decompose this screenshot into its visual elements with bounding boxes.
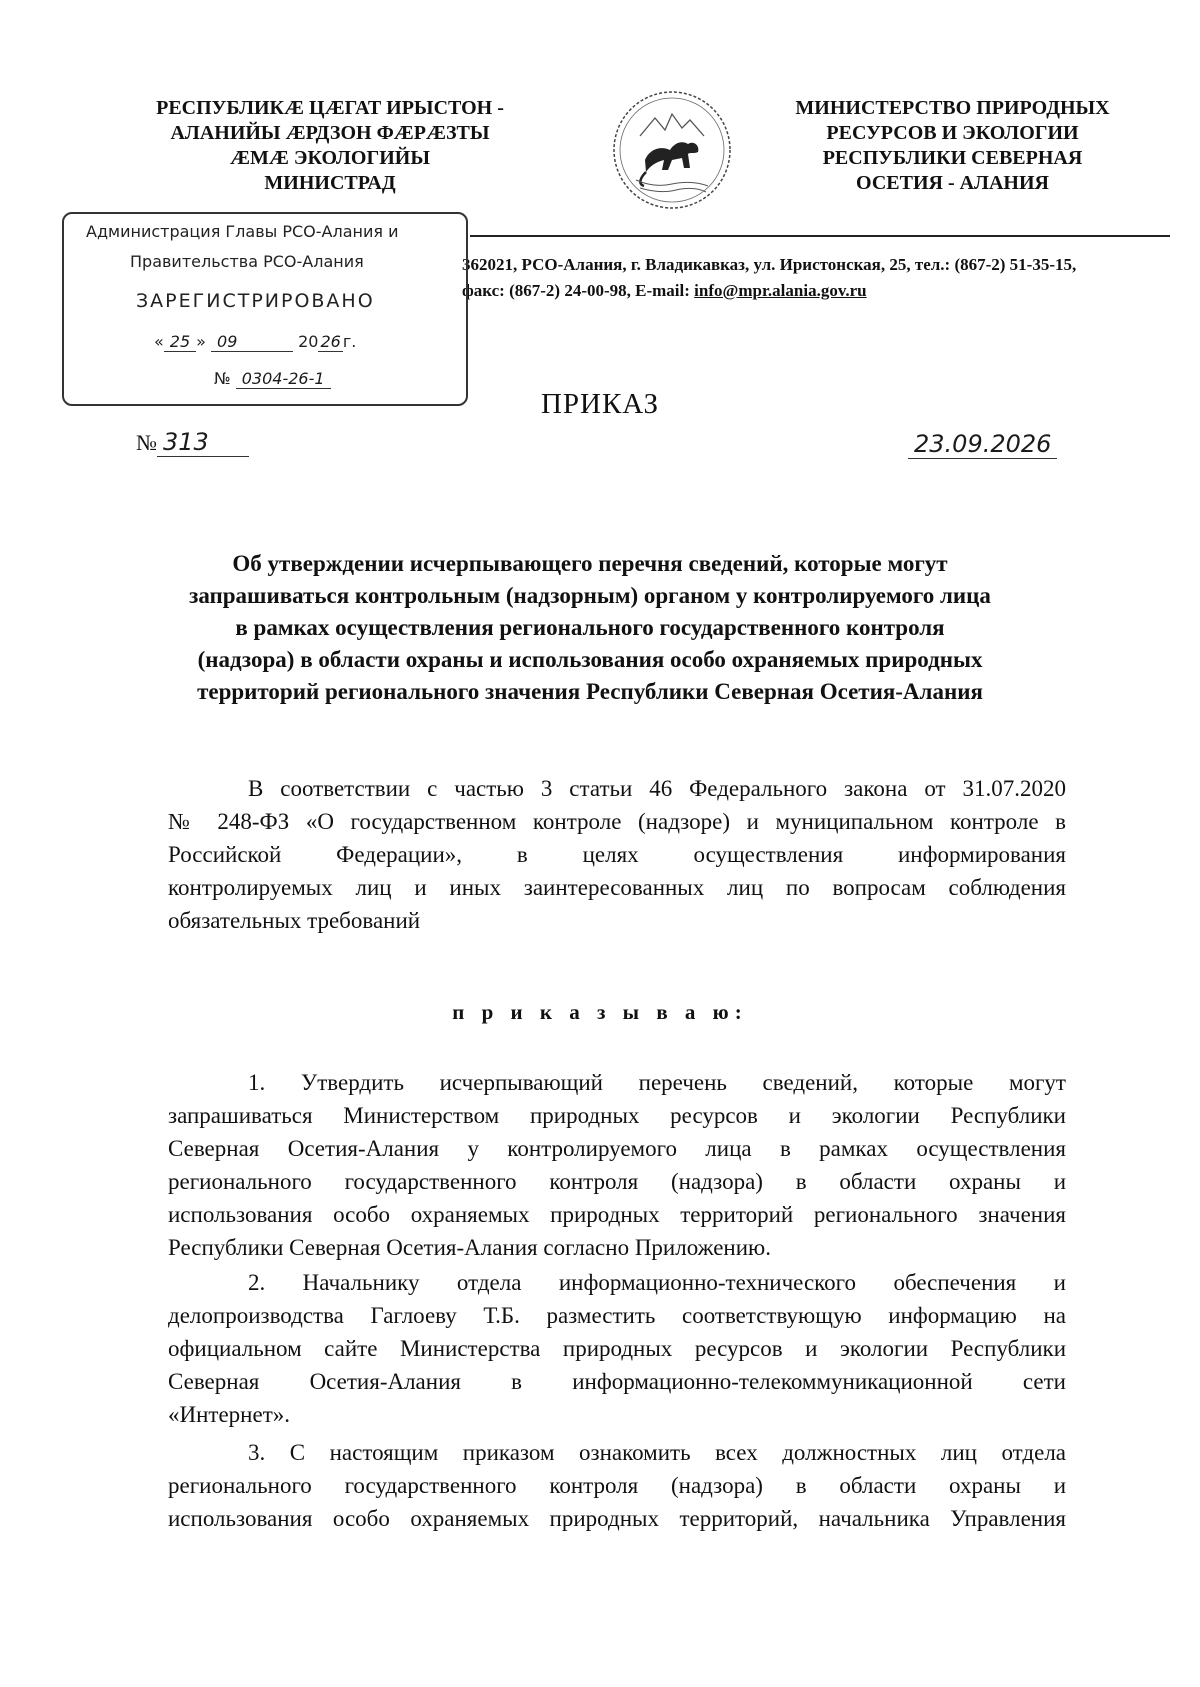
- header-right-russian: [765, 96, 1140, 196]
- header-right-line: ОСЕТИЯ - АЛАНИЯ: [856, 172, 1049, 194]
- item-line: Республики Северная Осетия-Алания согласно Приложению.: [168, 1235, 771, 1260]
- title-line: территорий регионального значения Республики Северная Осетия-Алания: [197, 679, 983, 704]
- header-right-line: МИНИСТЕРСТВО ПРИРОДНЫХ: [795, 97, 1110, 119]
- order-item-1: [168, 1066, 1066, 1264]
- item-line: «Интернет».: [168, 1402, 290, 1427]
- header-left-line: МИНИСТРАД: [264, 172, 396, 194]
- orders-heading: п р и к а з ы в а ю:: [452, 1000, 748, 1024]
- contacts-address-line: 362021, РСО-Алания, г. Владикавказ, ул. Иристонская, 25, тел.: (867-2) 51-35-15,: [462, 255, 1077, 274]
- header-left-line: РЕСПУБЛИКÆ ЦÆГАТ ИРЫСТОН -: [156, 97, 504, 119]
- item-line: 2. Начальнику отдела информационно-технического обеспечения и: [248, 1270, 1066, 1295]
- email-link[interactable]: info@mpr.alania.gov.ru: [694, 281, 867, 300]
- stamp-date-year-suffix: 26: [320, 332, 341, 351]
- order-item-2: [168, 1266, 1066, 1431]
- preamble-paragraph: [168, 772, 1066, 937]
- title-line: в рамках осуществления регионального государственного контроля: [235, 615, 945, 640]
- stamp-number: [214, 369, 331, 389]
- document-type: ПРИКАЗ: [540, 388, 660, 420]
- order-item-3: [168, 1436, 1066, 1535]
- ministry-contacts: [462, 252, 1182, 304]
- contacts-fax: факс: (867-2) 24-00-98, E-mail:: [462, 281, 695, 300]
- header-right-line: РЕСУРСОВ И ЭКОЛОГИИ: [826, 122, 1079, 144]
- stamp-number-value: 0304-26-1: [236, 369, 331, 389]
- stamp-line-administration: Администрация Главы РСО-Алания и: [86, 222, 399, 241]
- item-line: 1. Утвердить исчерпывающий перечень сведений, которые могут: [248, 1070, 1066, 1095]
- stamp-date-day: 25: [164, 332, 196, 352]
- stamp-date-suffix: г.: [342, 332, 357, 351]
- registration-stamp: [62, 212, 468, 406]
- header-left-line: ÆМÆ ЭКОЛОГИЙЫ: [230, 147, 430, 169]
- contacts-fax-email-line: [462, 278, 1182, 304]
- item-line: официальном сайте Министерства природных ресурсов и экологии Республики: [168, 1336, 1066, 1361]
- preamble-line: обязательных требований: [168, 908, 421, 933]
- document-title: [150, 548, 1030, 708]
- item-line: запрашиваться Министерством природных ресурсов и экологии Республики: [168, 1103, 1066, 1128]
- title-line: Об утверждении исчерпывающего перечня сведений, которые могут: [232, 551, 948, 576]
- preamble-line: Российской Федерации», в целях осуществления информирования: [168, 842, 1066, 867]
- order-date: [908, 430, 1057, 459]
- preamble-line: В соответствии с частью 3 статьи 46 Федерального закона от 31.07.2020: [248, 776, 1066, 801]
- stamp-number-label: №: [214, 369, 231, 388]
- order-number-label: №: [136, 430, 157, 455]
- stamp-date-month: 09: [211, 332, 293, 352]
- item-line: Северная Осетия-Алания у контролируемого лица в рамках осуществления: [168, 1136, 1066, 1161]
- stamp-date: « 25 » 09 20 26 г.: [154, 332, 357, 351]
- title-line: (надзора) в области охраны и использования особо охраняемых природных: [197, 647, 983, 672]
- item-line: регионального государственного контроля (надзора) в области охраны и: [168, 1473, 1066, 1498]
- header-right-line: РЕСПУБЛИКИ СЕВЕРНАЯ: [822, 147, 1083, 169]
- preamble-line: контролируемых лиц и иных заинтересованных лиц по вопросам соблюдения: [168, 875, 1066, 900]
- item-line: Северная Осетия-Алания в информационно-телекоммуникационной сети: [168, 1369, 1066, 1394]
- item-line: 3. С настоящим приказом ознакомить всех должностных лиц отдела: [248, 1440, 1066, 1465]
- item-line: использования особо охраняемых природных территорий регионального значения: [168, 1202, 1066, 1227]
- stamp-registered-label: ЗАРЕГИСТРИРОВАНО: [136, 290, 375, 312]
- title-line: запрашиваться контрольным (надзорным) органом у контролируемого лица: [189, 583, 991, 608]
- item-line: использования особо охраняемых природных территорий, начальника Управления: [168, 1506, 1066, 1531]
- header-left-ossetian: [130, 96, 530, 196]
- order-date-value: 23.09.2026: [908, 430, 1057, 459]
- header-divider: [470, 235, 1170, 237]
- stamp-line-government: Правительства РСО-Алания: [130, 252, 364, 271]
- order-number-value: 313: [157, 428, 249, 457]
- preamble-line: № 248-ФЗ «О государственном контроле (надзоре) и муниципальном контроле в: [168, 809, 1066, 834]
- coat-of-arms-snow-leopard-icon: [610, 88, 734, 212]
- item-line: делопроизводства Гаглоеву Т.Б. разместить соответствующую информацию на: [168, 1303, 1066, 1328]
- header-left-line: АЛАНИЙЫ ÆРДЗОН ФÆРÆЗТЫ: [170, 122, 490, 144]
- stamp-date-year-prefix: 20: [298, 332, 319, 351]
- item-line: регионального государственного контроля (надзора) в области охраны и: [168, 1169, 1066, 1194]
- order-number: [136, 428, 249, 457]
